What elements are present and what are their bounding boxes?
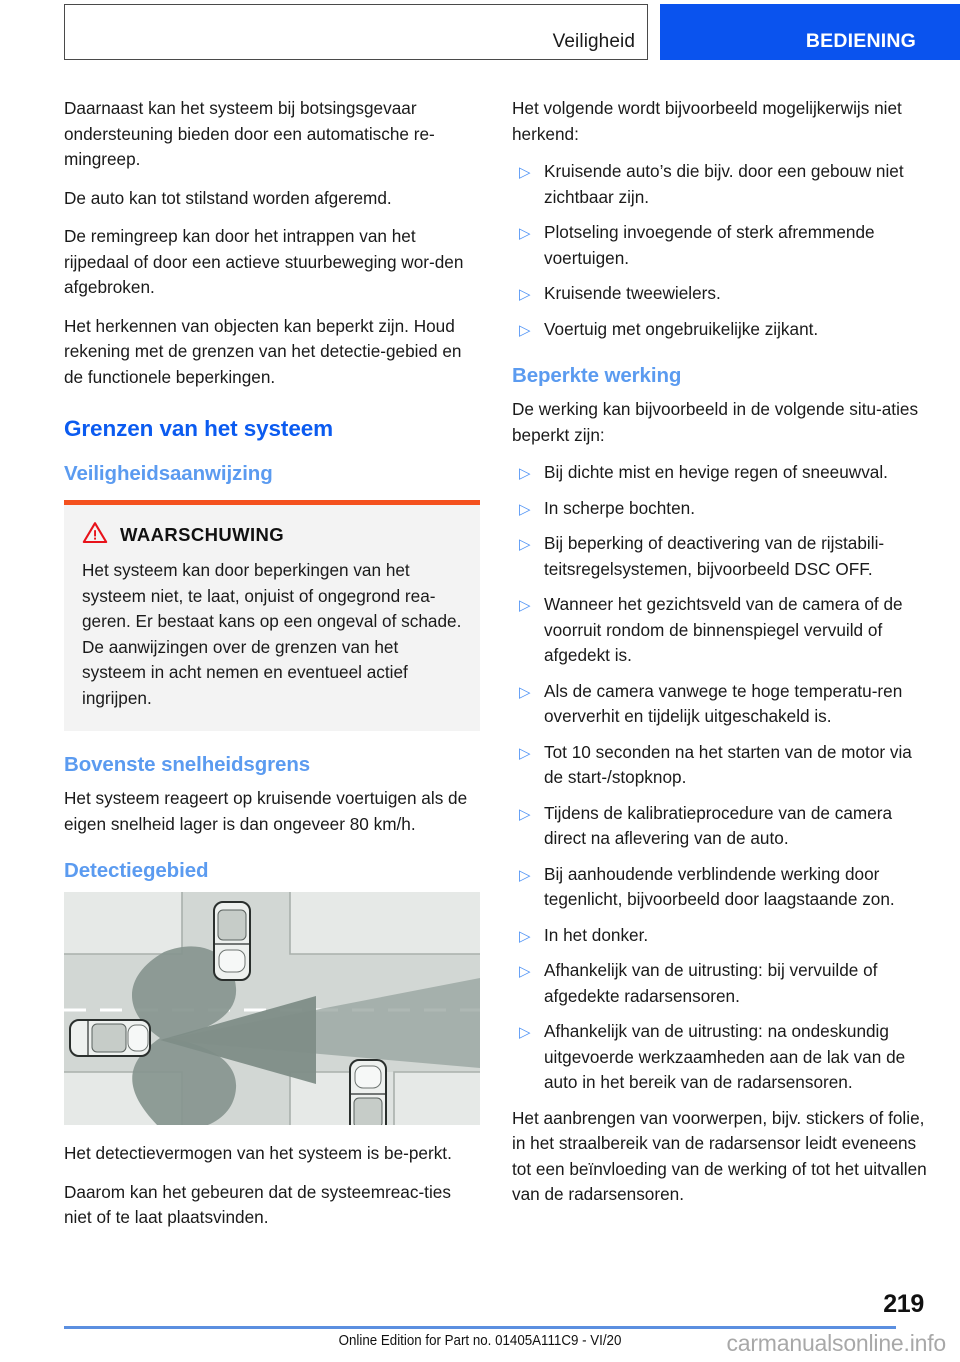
triangle-bullet-icon: ▷	[519, 536, 531, 553]
paragraph-intro-2: De auto kan tot stilstand worden afgeremd.	[64, 187, 392, 208]
warning-triangle-icon	[82, 521, 108, 549]
list-item	[512, 159, 928, 210]
list-item-label: Wanneer het gezichtsveld van de camera of de voorruit rondom de binnenspiegel vervuild of afgedekt is.	[544, 594, 903, 665]
warning-box	[64, 505, 480, 731]
list-item-label: Tijdens de kalibratieprocedure van de camera direct na aflevering van de auto.	[544, 802, 893, 848]
list-item-label: Kruisende auto’s die bijv. door een gebouw niet zichtbaar zijn.	[544, 161, 904, 207]
list-item	[512, 1019, 928, 1096]
paragraph-intro-3: De remingreep kan door het intrappen van het rijpedaal of door een actieve stuurbeweging wor-den afgebroken.	[64, 226, 464, 297]
footer-rule	[64, 1326, 896, 1329]
heading-veiligheidsaanwijzing: Veiligheidsaanwijzing	[64, 462, 273, 485]
list-item-label: Afhankelijk van de uitrusting: na ondeskundig uitgevoerde werkzaamheden aan de lak van de auto in het bereik van de radarsensoren.	[544, 1021, 906, 1092]
triangle-bullet-icon: ▷	[519, 744, 531, 762]
paragraph-beperkte-werking-intro: De werking kan bijvoorbeeld in de volgende situ-aties beperkt zijn:	[512, 399, 919, 445]
list-item	[512, 220, 928, 271]
list-item	[512, 958, 928, 1009]
list-item-label: Plotseling invoegende of sterk afremmende voertuigen.	[544, 222, 875, 268]
list-item	[512, 923, 928, 949]
triangle-bullet-icon: ▷	[519, 465, 531, 482]
heading-detectiegebied: Detectiegebied	[64, 859, 209, 882]
header-section-tab-label: BEDIENING	[805, 30, 916, 52]
header-chapter-label: Veiligheid	[552, 31, 635, 52]
triangle-bullet-icon: ▷	[519, 597, 531, 614]
heading-grenzen-van-het-systeem: Grenzen van het systeem	[64, 416, 334, 441]
list-item-label: In het donker.	[544, 924, 649, 945]
triangle-bullet-icon: ▷	[519, 225, 531, 242]
list-item	[512, 496, 928, 522]
list-item	[512, 460, 928, 486]
triangle-bullet-icon: ▷	[519, 321, 531, 339]
triangle-bullet-icon: ▷	[519, 1024, 531, 1041]
triangle-bullet-icon: ▷	[519, 164, 531, 181]
list-item	[512, 801, 928, 852]
list-item	[512, 740, 928, 791]
heading-beperkte-werking: Beperkte werking	[512, 364, 682, 387]
list-beperkte-werking	[512, 460, 928, 1096]
triangle-bullet-icon: ▷	[519, 286, 531, 303]
paragraph-detectie-1: Het detectievermogen van het systeem is be-perkt.	[64, 1143, 452, 1163]
list-item-label: Afhankelijk van de uitrusting: bij vervuilde of afgedekte radarsensoren.	[544, 960, 878, 1006]
paragraph-niet-herkend-intro: Het volgende wordt bijvoorbeeld mogelijkerwijs niet herkend:	[512, 98, 902, 144]
paragraph-detectie-2: Daarom kan het gebeuren dat de systeemreac-ties niet of te laat plaatsvinden.	[64, 1181, 451, 1227]
paragraph-intro-4: Het herkennen van objecten kan beperkt zijn. Houd rekening met de grenzen van het detectie-gebied en de functionele beperkingen.	[64, 315, 462, 387]
list-item-label: Kruisende tweewielers.	[544, 283, 721, 303]
list-item	[512, 679, 928, 730]
warning-title: WAARSCHUWING	[120, 524, 285, 545]
list-item-label: Tot 10 seconden na het starten van de motor via de start-/stopknop.	[544, 741, 912, 787]
triangle-bullet-icon: ▷	[519, 963, 531, 980]
triangle-bullet-icon: ▷	[519, 805, 531, 823]
warning-text: Het systeem kan door beperkingen van het systeem niet, te laat, onjuist of ongegrond rea-geren. Er bestaat kans op een ongeval of schade. De aanwijzingen over de grenzen van het systeem in acht nemen en eventueel actief ingrijpen.	[82, 560, 462, 708]
list-item	[512, 281, 928, 307]
footer-edition-note: Online Edition for Part no. 01405A111C9 - VI/20	[338, 1333, 622, 1349]
list-niet-herkend	[512, 159, 928, 342]
watermark-label: carmanualsonline.info	[726, 1330, 946, 1356]
paragraph-snelheidsgrens: Het systeem reageert op kruisende voertuigen als de eigen snelheid lager is dan ongeveer 80 km/h.	[64, 788, 468, 834]
paragraph-intro-1: Daarnaast kan het systeem bij botsingsgevaar ondersteuning bieden door een automatische re-mingreep.	[64, 98, 435, 169]
right-column	[512, 96, 928, 1221]
list-item-label: Bij dichte mist en hevige regen of sneeuwval.	[544, 462, 888, 482]
list-item-label: Bij aanhoudende verblindende werking door tegenlicht, bijvoorbeeld door laagstaande zon.	[544, 863, 895, 909]
triangle-bullet-icon: ▷	[519, 500, 531, 518]
left-column	[64, 96, 480, 1244]
triangle-bullet-icon: ▷	[519, 927, 531, 945]
page-header	[0, 0, 960, 68]
list-item	[512, 862, 928, 913]
header-chapter-box	[64, 4, 648, 60]
triangle-bullet-icon: ▷	[519, 683, 531, 701]
list-item	[512, 317, 928, 343]
detection-area-diagram	[64, 892, 480, 1125]
list-item-label: Bij beperking of deactivering van de rijstabili-teitsregelsystemen, bijvoorbeeld DSC OFF.	[544, 533, 885, 579]
page-number: 219	[883, 1290, 924, 1318]
list-item-label: In scherpe bochten.	[544, 497, 695, 518]
page-footer	[0, 1290, 960, 1362]
warning-header	[82, 521, 462, 549]
paragraph-closing: Het aanbrengen van voorwerpen, bijv. stickers of folie, in het straalbereik van de radarsensor leidt eveneens tot een beïnvloeding van de werking of tot het uitvallen van de radarsensoren.	[512, 1107, 927, 1204]
list-item-label: Voertuig met ongebruikelijke zijkant.	[544, 318, 819, 339]
triangle-bullet-icon: ▷	[519, 866, 531, 884]
list-item	[512, 531, 928, 582]
list-item-label: Als de camera vanwege te hoge temperatu-ren oververhit en tijdelijk uitgeschakeld is.	[544, 680, 903, 726]
list-item	[512, 592, 928, 669]
heading-bovenste-snelheidsgrens: Bovenste snelheidsgrens	[64, 753, 311, 776]
header-section-tab	[660, 4, 960, 60]
